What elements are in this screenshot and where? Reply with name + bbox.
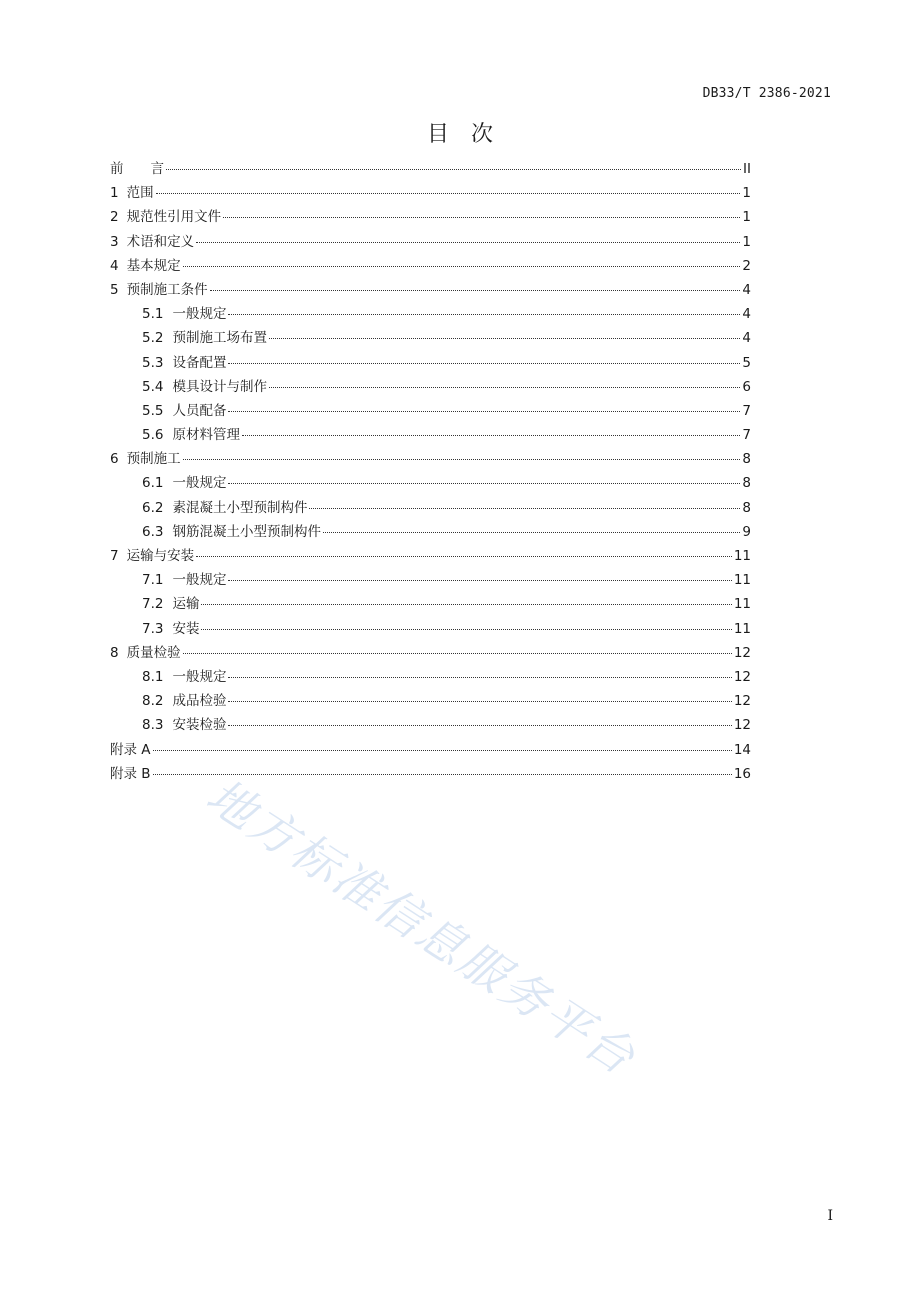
toc-entry-number: 8.3	[142, 717, 164, 734]
toc-entry-label: 质量检验	[126, 644, 181, 661]
toc-entry-label: 安装检验	[172, 717, 227, 734]
toc-leader-dots	[183, 453, 741, 460]
toc-entry-page: 12	[733, 717, 751, 734]
toc-entry-number: 4	[110, 257, 119, 274]
toc-entry-number: 5.4	[142, 378, 164, 395]
toc-entry-page: 12	[733, 693, 751, 710]
toc-entry-page: 1	[742, 209, 751, 226]
toc-entry-page: 4	[742, 330, 751, 347]
toc-entry[interactable]	[110, 351, 751, 375]
toc-entry-label: 预制施工场布置	[172, 330, 267, 347]
toc-entry[interactable]	[110, 665, 751, 689]
toc-entry-number: 6.2	[142, 499, 164, 516]
toc-entry-number: 5.5	[142, 402, 164, 419]
toc-leader-dots	[228, 405, 740, 412]
toc-entry[interactable]	[110, 181, 751, 205]
toc-entry-page: 12	[733, 644, 751, 661]
toc-leader-dots	[228, 695, 731, 702]
toc-leader-dots	[269, 332, 740, 339]
toc-leader-dots	[269, 381, 740, 388]
toc-entry-label: 前 言	[110, 161, 164, 177]
toc-entry[interactable]	[110, 641, 751, 665]
toc-entry[interactable]	[110, 230, 751, 254]
toc-leader-dots	[183, 260, 741, 267]
toc-entry-number: 5.1	[142, 306, 164, 323]
toc-entry-page: 11	[733, 572, 751, 589]
toc-entry-number: 7.2	[142, 596, 164, 613]
toc-entry[interactable]	[110, 399, 751, 423]
toc-entry-number: 2	[110, 209, 119, 226]
toc-entry[interactable]	[110, 423, 751, 447]
toc-entry-label: 人员配备	[172, 402, 227, 419]
toc-leader-dots	[201, 623, 731, 630]
toc-entry-number: 5.2	[142, 330, 164, 347]
toc-entry-label: 原材料管理	[172, 427, 240, 444]
toc-entry-page: 8	[742, 499, 751, 516]
toc-entry-number: 6	[110, 451, 119, 468]
toc-entry-page: II	[743, 161, 751, 177]
toc-leader-dots	[228, 574, 731, 581]
toc-entry-label: 术语和定义	[126, 233, 195, 250]
toc-entry-label: 附录 A	[110, 741, 151, 758]
toc-entry-number: 1	[110, 185, 119, 202]
toc-entry[interactable]	[110, 254, 751, 278]
toc-entry[interactable]	[110, 205, 751, 229]
toc-leader-dots	[210, 284, 741, 291]
toc-entry-page: 2	[742, 257, 751, 274]
toc-leader-dots	[242, 429, 740, 436]
toc-entry-number: 3	[110, 233, 119, 250]
toc-entry-number: 8.1	[142, 668, 164, 685]
toc-entry-page: 6	[742, 378, 751, 395]
toc-entry-number: 7.3	[142, 620, 164, 637]
toc-leader-dots	[196, 550, 732, 557]
toc-entry-label: 范围	[126, 185, 154, 202]
page-number: I	[827, 1208, 833, 1224]
toc-entry-label: 一般规定	[172, 572, 227, 589]
toc-leader-dots	[223, 211, 740, 218]
toc-entry-label: 规范性引用文件	[126, 209, 222, 226]
toc-entry-page: 8	[742, 451, 751, 468]
toc-leader-dots	[228, 357, 740, 364]
toc-entry-label: 一般规定	[172, 475, 227, 492]
toc-leader-dots	[166, 163, 741, 170]
toc-entry-label: 附录 B	[110, 765, 151, 782]
toc-entry-label: 一般规定	[172, 668, 227, 685]
toc-entry[interactable]	[110, 592, 751, 616]
toc-entry-page: 1	[742, 185, 751, 202]
toc-leader-dots	[183, 647, 732, 654]
toc-entry-page: 4	[742, 281, 751, 298]
toc-leader-dots	[323, 526, 740, 533]
toc-entry[interactable]	[110, 520, 751, 544]
toc-entry-page: 11	[733, 548, 751, 564]
toc-entry-label: 预制施工	[126, 451, 181, 468]
toc-entry-label: 安装	[172, 620, 200, 637]
toc-entry-number: 5.6	[142, 427, 164, 444]
toc-entry[interactable]	[110, 617, 751, 641]
toc-entry[interactable]	[110, 157, 751, 181]
toc-entry[interactable]	[110, 471, 751, 495]
toc-entry-number: 6.1	[142, 475, 164, 492]
toc-entry-page: 7	[742, 427, 751, 444]
toc-entry[interactable]	[110, 689, 751, 713]
toc-entry-label: 设备配置	[172, 354, 227, 371]
toc-entry-label: 基本规定	[126, 257, 181, 274]
toc-entry-number: 7.1	[142, 572, 164, 589]
toc-entry[interactable]	[110, 302, 751, 326]
toc-entry-page: 5	[742, 354, 751, 371]
toc-entry-label: 预制施工条件	[126, 281, 208, 298]
toc-entry-number: 7	[110, 548, 119, 564]
toc-entry-page: 16	[733, 765, 751, 782]
toc-entry[interactable]	[110, 762, 751, 786]
toc-entry-page: 4	[742, 306, 751, 323]
toc-entry-number: 5	[110, 281, 119, 298]
toc-entry-page: 12	[733, 668, 751, 685]
toc-title: 目次	[426, 122, 515, 147]
toc-entry-label: 成品检验	[172, 693, 227, 710]
toc-entry-page: 1	[742, 233, 751, 250]
toc-entry-number: 8.2	[142, 693, 164, 710]
toc-entry-page: 14	[733, 741, 751, 758]
toc-entry[interactable]	[110, 375, 751, 399]
toc-entry[interactable]	[110, 496, 751, 520]
toc-entry-label: 运输	[172, 596, 200, 613]
toc-leader-dots	[228, 308, 740, 315]
toc-leader-dots	[228, 671, 731, 678]
toc-entry[interactable]	[110, 568, 751, 592]
toc-leader-dots	[228, 477, 740, 484]
toc-entry[interactable]	[110, 544, 751, 568]
toc-entry-number: 6.3	[142, 523, 164, 540]
toc-entry-label: 模具设计与制作	[172, 378, 267, 395]
toc-leader-dots	[156, 187, 741, 194]
toc-entry-page: 11	[733, 596, 751, 613]
toc-entry[interactable]	[110, 713, 751, 737]
toc-entry[interactable]	[110, 278, 751, 302]
toc-leader-dots	[153, 744, 732, 751]
toc-entry[interactable]	[110, 326, 751, 350]
toc-entry-label: 一般规定	[172, 306, 227, 323]
toc-leader-dots	[196, 236, 740, 243]
toc-entry-page: 8	[742, 475, 751, 492]
toc-entry-label: 运输与安装	[126, 548, 195, 564]
toc-leader-dots	[201, 598, 731, 605]
watermark: 地方标准信息服务平台	[196, 768, 646, 1087]
toc-entry-number: 5.3	[142, 354, 164, 371]
toc-entry-label: 钢筋混凝土小型预制构件	[172, 523, 321, 540]
toc-entry-page: 9	[742, 523, 751, 540]
toc-entry-label: 素混凝土小型预制构件	[172, 499, 308, 516]
toc-entry[interactable]	[110, 738, 751, 762]
toc-entry[interactable]	[110, 447, 751, 471]
toc-entry-number: 8	[110, 644, 119, 661]
toc-entry-page: 11	[733, 620, 751, 637]
toc-leader-dots	[228, 719, 731, 726]
toc-entry-page: 7	[742, 402, 751, 419]
table-of-contents	[110, 157, 751, 786]
toc-leader-dots	[309, 502, 740, 509]
document-code: DB33/T 2386-2021	[702, 86, 831, 101]
